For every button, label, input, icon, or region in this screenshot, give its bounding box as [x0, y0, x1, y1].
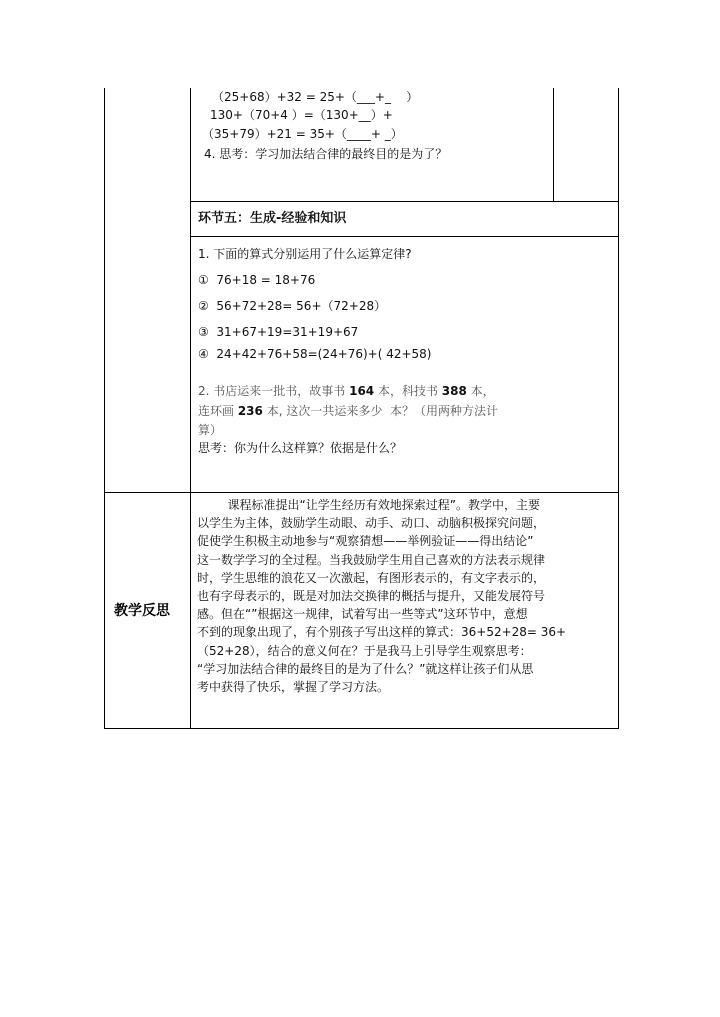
table-left-border: [104, 88, 105, 729]
row-divider-3: [104, 492, 619, 493]
question-1: 1. 下面的算式分别运用了什么运算定律?: [198, 247, 412, 261]
label-column-divider: [190, 88, 191, 729]
reflection-label: 教学反思: [114, 603, 170, 619]
question-2-line-3: 算）: [198, 423, 223, 437]
question-2-line-2: [198, 403, 498, 419]
q2-comic-count: 236: [237, 404, 263, 418]
q2-prefix: 2. 书店运来一批书，故事书: [198, 384, 350, 398]
q2-line2-prefix: 连环画: [198, 404, 238, 418]
reflection-line: 考中获得了快乐，掌握了学习方法。: [197, 680, 390, 695]
q2-suffix: 本，: [466, 384, 495, 398]
thinking-question: 思考：你为什么这样算？依据是什么？: [198, 441, 403, 455]
table-bottom-border: [104, 728, 619, 729]
reflection-paragraph: [197, 496, 613, 696]
q2-science-count: 388: [441, 384, 467, 398]
inner-column-divider: [553, 88, 554, 201]
reflection-line: 也有字母表示的，既是对加法交换律的概括与提升，又能发展符号: [197, 589, 546, 604]
thinking-question-4: 4. 思考：学习加法结合律的最终目的是为了？: [204, 147, 448, 161]
reflection-line: 不到的现象出现了，有个别孩子写出这样的算式：36+52+28= 36+: [197, 625, 567, 640]
equation-line-2: 130+（70+4 ）=（130+__）+: [210, 108, 393, 122]
law-item-1: ① 76+18 = 18+76: [198, 273, 316, 287]
law-item-4: ④ 24+42+76+58=(24+76)+( 42+58): [198, 347, 432, 361]
reflection-line: 课程标准提出“让学生经历有效地探索过程”。教学中，主要: [197, 498, 540, 512]
reflection-line: 这一数学学习的全过程。当我鼓励学生用自己喜欢的方法表示规律: [197, 552, 546, 567]
question-2-line-1: [198, 383, 495, 399]
table-right-border: [618, 88, 619, 729]
q2-story-count: 164: [349, 384, 375, 398]
q2-mid: 本，科技书: [374, 384, 442, 398]
reflection-line: 感。但在“”根据这一规律，试着写出一些等式”这环节中，意想: [197, 607, 528, 622]
equation-line-1: （25+68）+32 = 25+（___+_ ）: [212, 90, 419, 104]
section-five-header: 环节五：生成-经验和知识: [198, 211, 347, 226]
equation-line-3: （35+79）+21 = 35+（____+ _）: [202, 127, 403, 141]
reflection-line: 以学生为主体，鼓励学生动眼、动手、动口、动脑积极探究问题，: [197, 516, 546, 531]
law-item-2: ② 56+72+28= 56+（72+28）: [198, 299, 387, 313]
reflection-line: 时，学生思维的浪花又一次激起，有图形表示的，有文字表示的，: [197, 570, 546, 585]
reflection-line: 促使学生积极主动地参与“观察猜想——举例验证——得出结论”: [197, 534, 534, 549]
reflection-line: （52+28），结合的意义何在？于是我马上引导学生观察思考：: [197, 643, 532, 658]
row-divider-2: [190, 236, 619, 237]
row-divider-1: [190, 201, 619, 202]
law-item-3: ③ 31+67+19=31+19+67: [198, 325, 359, 339]
q2-line2-suffix: 本, 这次一共运来多少 本？（用两种方法计: [262, 404, 498, 418]
reflection-line: “学习加法结合律的最终目的是为了什么？”就这样让孩子们从思: [197, 661, 534, 676]
